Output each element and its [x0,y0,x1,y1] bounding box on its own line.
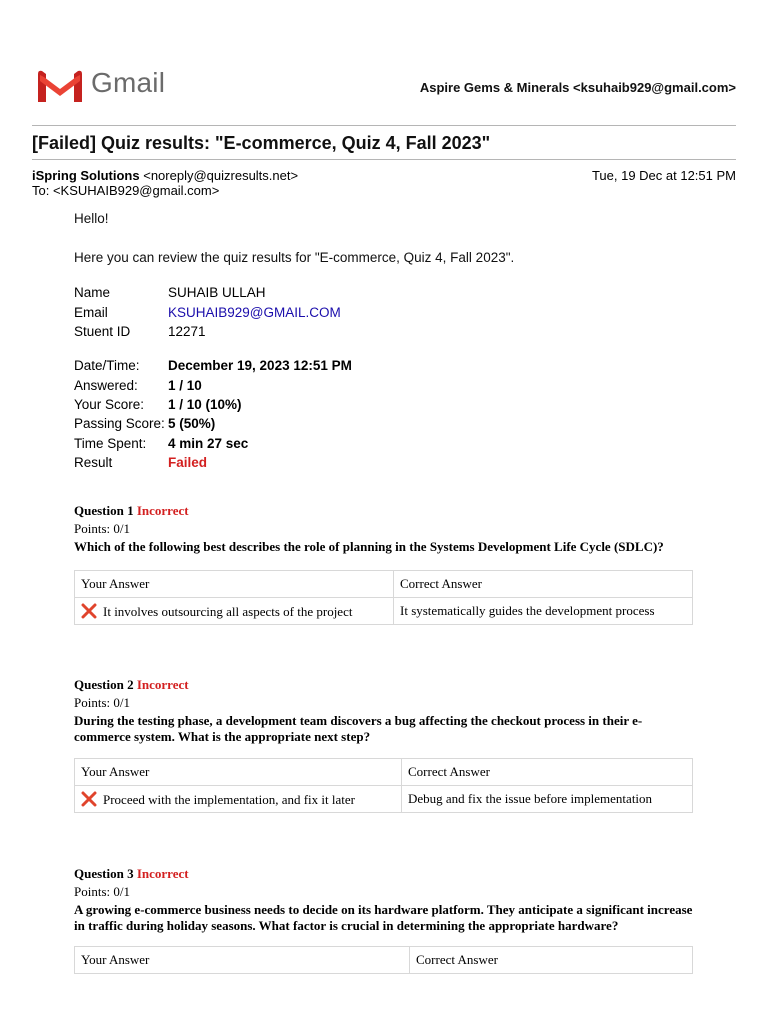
info-value-name: SUHAIB ULLAH [168,285,266,300]
intro-text: Here you can review the quiz results for "E-commerce, Quiz 4, Fall 2023". [74,250,515,265]
result-label-time: Time Spent: [74,436,147,451]
question-3-answer-table [74,946,693,974]
greeting: Hello! [74,211,109,226]
subject-divider [32,159,736,160]
question-3 [74,866,694,934]
question-1-heading [74,503,694,519]
your-answer-text: It involves outsourcing all aspects of the project [103,603,353,619]
question-1-status: Incorrect [136,503,189,518]
question-3-heading [74,866,694,882]
gmail-logo-icon [38,70,82,102]
info-label-id: Stuent ID [74,324,131,339]
question-1-title: Question 1 [74,503,134,518]
your-answer-text: Proceed with the implementation, and fix it later [103,791,355,807]
sender-line [32,168,298,183]
correct-answer-header: Correct Answer [394,571,693,598]
recipient-line: To: <KSUHAIB929@gmail.com> [32,183,220,198]
your-answer-cell [75,598,394,625]
question-2 [74,677,694,745]
result-value-time: 4 min 27 sec [168,436,249,451]
question-2-status: Incorrect [136,677,189,692]
question-2-heading [74,677,694,693]
info-value-email-link[interactable]: KSUHAIB929@GMAIL.COM [168,305,341,320]
header-divider [32,125,736,126]
result-value-score: 1 / 10 (10%) [168,397,242,412]
question-2-text: During the testing phase, a development team discovers a bug affecting the checkout process in their e-commerce system. What is the appropriate next step? [74,713,643,744]
info-label-name: Name [74,285,111,300]
result-label-passing: Passing Score: [74,416,165,431]
question-1-text: Which of the following best describes the role of planning in the Systems Development Life Cycle (SDLC)? [74,539,664,554]
question-3-points: Points: 0/1 [74,884,130,899]
result-label-result: Result [74,455,113,470]
question-2-points: Points: 0/1 [74,695,130,710]
your-answer-header: Your Answer [75,947,410,974]
question-1 [74,503,694,555]
correct-answer-cell: It systematically guides the development process [394,598,693,625]
correct-answer-header: Correct Answer [402,759,693,786]
sender-address: <noreply@quizresults.net> [143,168,299,183]
result-label-score: Your Score: [74,397,145,412]
gmail-wordmark: Gmail [91,67,166,98]
sender-name: iSpring Solutions [32,168,140,183]
email-subject: [Failed] Quiz results: "E-commerce, Quiz 4, Fall 2023" [32,133,491,153]
question-3-text: A growing e-commerce business needs to decide on its hardware platform. They anticipate a significant increase in traffic during holiday seasons. What factor is crucial in determining the appropriate hardware? [74,902,693,933]
your-answer-header: Your Answer [75,571,394,598]
table-row [75,759,693,786]
incorrect-x-icon [81,603,97,619]
question-3-status: Incorrect [136,866,189,881]
question-3-title: Question 3 [74,866,134,881]
correct-answer-header: Correct Answer [410,947,693,974]
result-value-datetime: December 19, 2023 12:51 PM [168,358,352,373]
your-answer-header: Your Answer [75,759,402,786]
your-answer-cell [75,786,402,813]
account-label: Aspire Gems & Minerals <ksuhaib929@gmail.com> [419,80,736,95]
result-label-answered: Answered: [74,378,138,393]
result-label-datetime: Date/Time: [74,358,140,373]
info-label-email: Email [74,305,108,320]
question-2-answer-table [74,758,693,813]
info-value-id: 12271 [168,324,206,339]
result-value-failed: Failed [168,455,208,470]
gmail-header [0,0,768,120]
result-value-answered: 1 / 10 [168,378,202,393]
email-date: Tue, 19 Dec at 12:51 PM [591,168,736,183]
table-row [75,947,693,974]
incorrect-x-icon [81,791,97,807]
correct-answer-cell: Debug and fix the issue before implementation [402,786,693,813]
table-row [75,571,693,598]
table-row [75,598,693,625]
question-1-answer-table [74,570,693,625]
question-1-points: Points: 0/1 [74,521,130,536]
table-row [75,786,693,813]
question-2-title: Question 2 [74,677,134,692]
result-value-passing: 5 (50%) [168,416,216,431]
